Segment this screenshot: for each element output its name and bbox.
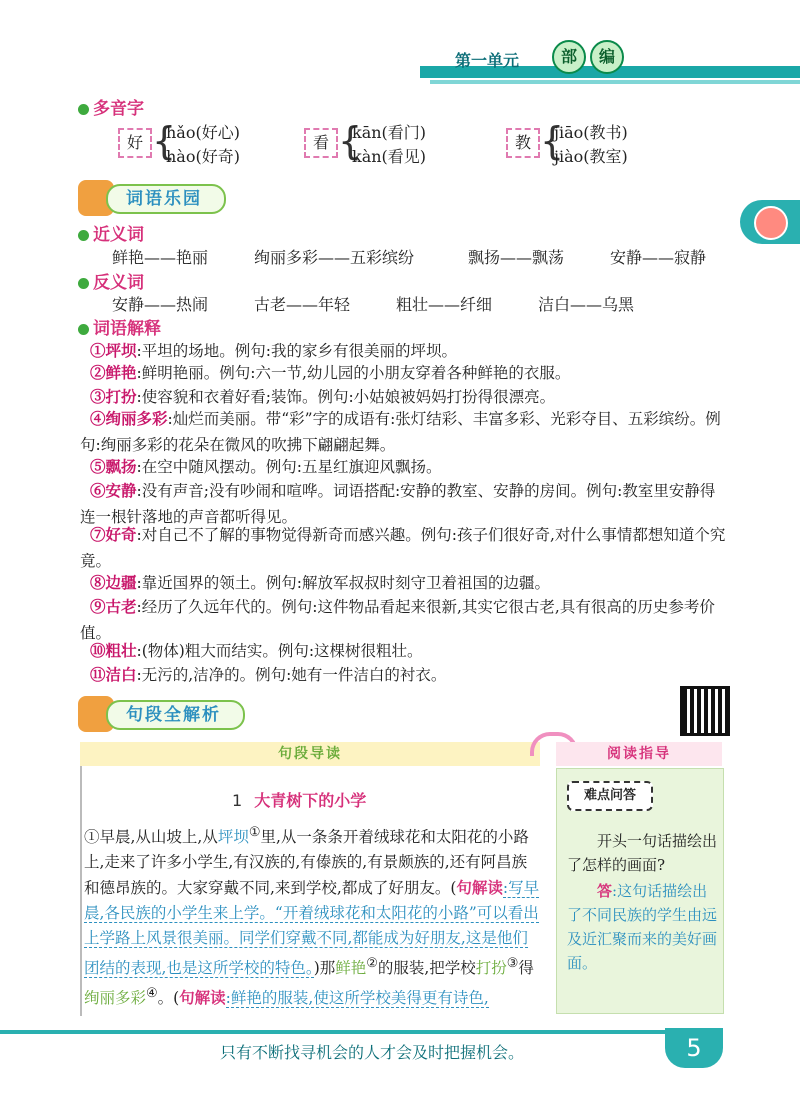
synonym-pair: 绚丽多彩——五彩缤纷 <box>254 248 415 267</box>
qa-question: 开头一句话描绘出了怎样的画面? <box>567 832 718 874</box>
poly-char: 教 <box>506 128 540 158</box>
poly-char: 看 <box>304 128 338 158</box>
section-title: 词语乐园 <box>106 184 226 214</box>
qa-sidebox <box>556 768 724 1014</box>
side-tab-mascot[interactable] <box>740 200 800 244</box>
poly-reading: jiào(教室) <box>554 147 628 166</box>
definition-item: ⑪洁白:无污的,洁净的。例句:她有一件洁白的衬衣。 <box>90 665 447 684</box>
unit-label: 第一单元 <box>455 51 520 70</box>
header-stripe-thin <box>430 80 800 84</box>
definition-item: ④绚丽多彩:灿烂而美丽。带“彩”字的成语有:张灯结彩、丰富多彩、光彩夺目、五彩缤纷。例句:绚丽多彩的花朵在微风的吹拂下翩翩起舞。 <box>80 409 721 454</box>
analysis-section-banner <box>78 696 278 730</box>
poly-reading: hǎo(好心) <box>166 123 240 142</box>
brace-icon: { <box>540 119 565 163</box>
mascot-face-icon <box>754 206 788 240</box>
lesson-paragraph: ①早晨,从山坡上,从坪坝①里,从一条条开着绒球花和太阳花的小路上,走来了许多小学生,有汉族的,有傣族的,有景颇族的,还有阿昌族和德昂族的。大家穿戴不同,来到学校,都成了好朋友。(句解读:写早晨,各民族的小学生来上学。“开着绒球花和太阳花的小路”可以看出上学路上风景很美丽。同学们穿戴不同,都能成为好朋友,这是他们团结的表现,也是这所学校的特色。)那鲜艳②的服装,把学校打扮③得绚丽多彩④。(句解读:鲜艳的服装,使这所学校美得更有诗色, <box>84 825 540 1008</box>
brace-icon: { <box>338 119 363 163</box>
reading-guide-bar: 句段导读 <box>80 742 540 766</box>
definition-item: ①坪坝:平坦的场地。例句:我的家乡有很美丽的坪坝。 <box>90 341 457 360</box>
synonym-pair: 飘扬——飘荡 <box>468 248 565 267</box>
antonym-pair: 安静——热闹 <box>112 295 209 314</box>
bullet-icon <box>78 324 89 335</box>
bullet-icon <box>78 104 89 115</box>
qa-answer: 答:这句话描绘出了不同民族的学生由远及近汇聚而来的美好画面。 <box>567 882 718 972</box>
section-title: 句段全解析 <box>106 700 245 730</box>
definition-item: ⑨古老:经历了久远年代的。例句:这件物品看起来很新,其实它很古老,具有很高的历史参考价值。 <box>80 597 715 642</box>
page-number: 5 <box>665 1028 723 1068</box>
poly-reading: hào(好奇) <box>166 147 240 166</box>
divider <box>80 766 82 1016</box>
badge-bu: 部 <box>552 40 586 74</box>
poly-char: 好 <box>118 128 152 158</box>
definition-item: ③打扮:使容貌和衣着好看;装饰。例句:小姑娘被妈妈打扮得很漂亮。 <box>90 387 556 406</box>
synonyms-heading: 近义词 <box>78 220 144 245</box>
badge-bian: 编 <box>590 40 624 74</box>
definition-item: ⑥安静:没有声音;没有吵闹和喧哗。词语搭配:安静的教室、安静的房间。例句:教室里安静得连一根针落地的声音都听得见。 <box>80 481 716 526</box>
footer-line <box>0 1030 700 1034</box>
qr-code-icon[interactable] <box>680 686 730 736</box>
qa-tag: 难点问答 <box>567 781 653 811</box>
definition-item: ⑧边疆:靠近国界的领土。例句:解放军叔叔时刻守卫着祖国的边疆。 <box>90 573 550 592</box>
poly-reading: kān(看门) <box>352 123 427 142</box>
bullet-icon <box>78 230 89 241</box>
antonym-pair: 古老——年轻 <box>254 295 351 314</box>
words-section-banner <box>78 180 258 214</box>
synonym-pair: 安静——寂静 <box>610 248 707 267</box>
definition-item: ⑦好奇:对自己不了解的事物觉得新奇而感兴趣。例句:孩子们很好奇,对什么事情都想知道个究竟。 <box>80 525 726 570</box>
bullet-icon <box>78 278 89 289</box>
poly-reading: jiāo(教书) <box>554 123 628 142</box>
brace-icon: { <box>152 119 177 163</box>
polyphone-heading: 多音字 <box>78 94 144 119</box>
antonyms-heading: 反义词 <box>78 268 144 293</box>
lesson-title: 1 大青树下的小学 <box>232 791 367 810</box>
definition-item: ⑤飘扬:在空中随风摆动。例句:五星红旗迎风飘扬。 <box>90 457 442 476</box>
explain-heading: 词语解释 <box>78 314 161 339</box>
footer-motto: 只有不断找寻机会的人才会及时把握机会。 <box>220 1043 525 1062</box>
page-header <box>0 40 800 86</box>
reading-help-bar: 阅读指导 <box>556 742 722 766</box>
synonym-pair: 鲜艳——艳丽 <box>112 248 209 267</box>
poly-reading: kàn(看见) <box>352 147 427 166</box>
antonym-pair: 粗壮——纤细 <box>396 295 493 314</box>
page-footer <box>0 1028 800 1068</box>
definition-item: ⑩粗壮:(物体)粗大而结实。例句:这棵树很粗壮。 <box>90 641 423 660</box>
definition-item: ②鲜艳:鲜明艳丽。例句:六一节,幼儿园的小朋友穿着各种鲜艳的衣服。 <box>90 363 571 382</box>
antonym-pair: 洁白——乌黑 <box>538 295 635 314</box>
